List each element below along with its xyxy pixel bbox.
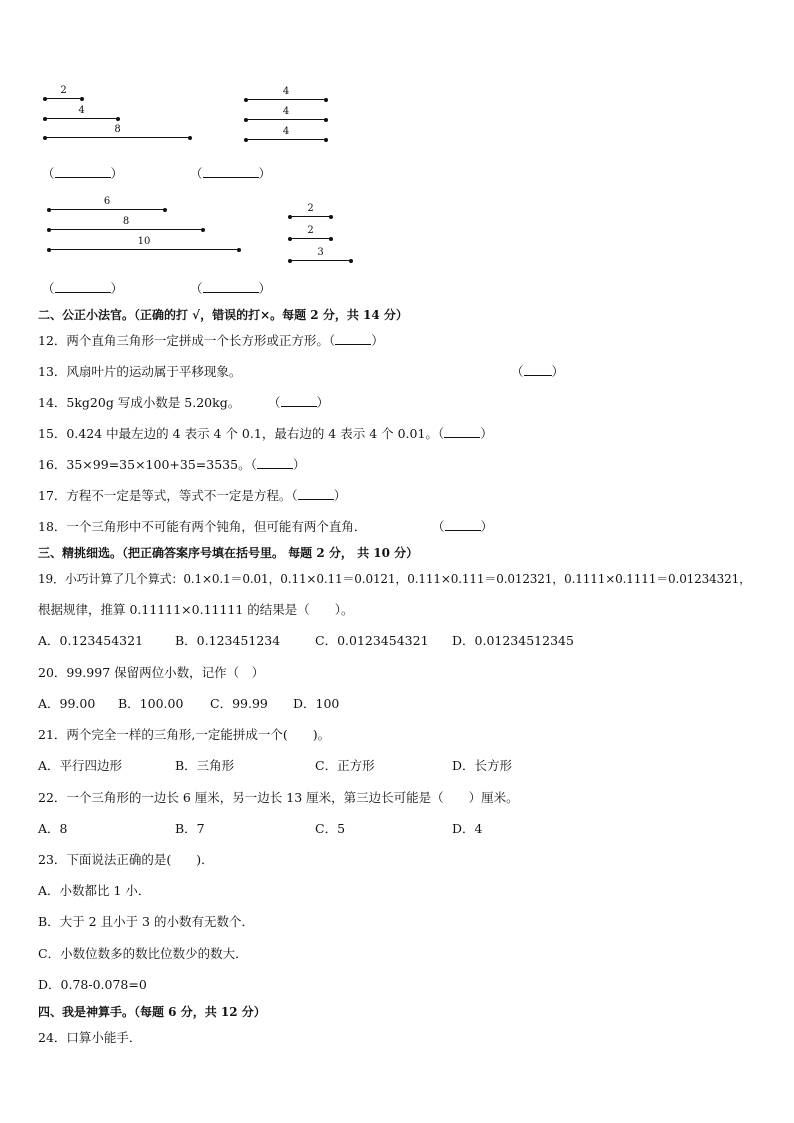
segment-label: 2: [60, 85, 67, 96]
answer-blank[interactable]: （ ）: [291, 488, 347, 503]
option-b[interactable]: B．100.00: [118, 696, 184, 711]
question-21: 21．两个完全一样的三角形,一定能拼成一个( )。: [38, 727, 331, 742]
answer-blank[interactable]: （ ）: [328, 333, 384, 348]
answer-blank[interactable]: （ ）: [511, 364, 565, 379]
option-c[interactable]: C．小数位数多的数比位数少的数大．: [38, 946, 248, 961]
option-a[interactable]: A．0.123454321: [38, 633, 144, 648]
answer-blank[interactable]: （ ）: [437, 426, 493, 441]
question-20: 20．99.997 保留两位小数，记作（ ）: [38, 665, 265, 680]
option-d[interactable]: D．0.01234512345: [452, 633, 574, 648]
question-17: 17．方程不一定是等式，等式不一定是方程。（ ）: [38, 488, 347, 503]
question-18: 18．一个三角形中不可能有两个钝角，但可能有两个直角．: [38, 519, 367, 534]
answer-blank[interactable]: （ ）: [190, 281, 272, 296]
segment-label: 8: [114, 124, 121, 135]
segment-label: 4: [282, 106, 290, 117]
question-19-line-1: 19．小巧计算了几个算式：0.1×0.1＝0.01，0.11×0.11＝0.0121，0.111×0.111＝0.012321，0.1111×0.1111＝0.01234321，: [38, 572, 751, 586]
question-19-line-2: 根据规律，推算 0.11111×0.11111 的结果是（ ）。: [38, 602, 354, 617]
option-a[interactable]: A．99.00: [38, 696, 96, 711]
option-b[interactable]: B．7: [175, 821, 205, 836]
option-b[interactable]: B．大于 2 且小于 3 的小数有无数个．: [38, 914, 254, 929]
question-12: 12．两个直角三角形一定拼成一个长方形或正方形。（ ）: [38, 333, 384, 348]
segment-label: 8: [122, 216, 130, 227]
segment-label: 10: [137, 236, 151, 247]
answer-blank[interactable]: （ ）: [268, 395, 330, 410]
answer-blank[interactable]: （ ）: [190, 166, 272, 181]
option-c[interactable]: C．正方形: [315, 758, 375, 773]
option-a[interactable]: A．平行四边形: [38, 758, 123, 773]
segment-label: 4: [282, 86, 290, 97]
option-c[interactable]: C．99.99: [210, 696, 268, 711]
option-c[interactable]: C．0.0123454321: [315, 633, 429, 648]
segment: [290, 247, 351, 261]
question-23: 23．下面说法正确的是( )．: [38, 852, 214, 867]
answer-blank[interactable]: （ ）: [42, 281, 124, 296]
question-24: 24．口算小能手．: [38, 1030, 142, 1045]
question-22: 22．一个三角形的一边长 6 厘米，另一边长 13 厘米，第三边长可能是（ ）厘米。: [38, 790, 519, 805]
section-heading: 二、公正小法官。（正确的打 √，错误的打×。每题 2 分，共 14 分）: [38, 308, 408, 322]
section-heading: 三、精挑细选。（把正确答案序号填在括号里。 每题 2 分， 共 10 分）: [38, 546, 419, 560]
segment: [49, 196, 165, 210]
question-14: 14．5kg20g 写成小数是 5.20kg。: [38, 395, 241, 410]
option-a[interactable]: A．8: [38, 821, 68, 836]
answer-blank[interactable]: （ ）: [42, 166, 124, 181]
option-b[interactable]: B．0.123451234: [175, 633, 281, 648]
segment: [49, 216, 203, 230]
question-13: 13．风扇叶片的运动属于平移现象。: [38, 364, 242, 379]
option-d[interactable]: D．100: [293, 696, 340, 711]
segment: [49, 236, 239, 250]
option-d[interactable]: D．长方形: [452, 758, 513, 773]
segment: [290, 203, 331, 217]
answer-blank[interactable]: （ ）: [250, 457, 306, 472]
segment-label: 4: [78, 105, 85, 116]
option-c[interactable]: C．5: [315, 821, 346, 836]
segment-label: 2: [307, 203, 314, 214]
question-16: 16．35×99=35×100+35=3535。（ ）: [38, 457, 306, 472]
option-a[interactable]: A．小数都比 1 小．: [38, 883, 151, 898]
segment: [45, 85, 82, 99]
segment: [45, 124, 190, 138]
segment-label: 2: [307, 225, 314, 236]
segment: [290, 225, 331, 239]
segment: [246, 126, 326, 140]
option-b[interactable]: B．三角形: [175, 758, 235, 773]
option-d[interactable]: D．0.78-0.078=0: [38, 977, 147, 992]
segment: [246, 106, 326, 120]
question-15: 15．0.424 中最左边的 4 表示 4 个 0.1，最右边的 4 表示 4 个 0.01。（ ）: [38, 426, 493, 441]
segment-label: 3: [317, 247, 324, 258]
section-heading: 四、我是神算手。（每题 6 分，共 12 分）: [38, 1005, 266, 1019]
segment-label: 6: [103, 196, 111, 207]
segment-label: 4: [282, 126, 290, 137]
segment: [246, 86, 326, 100]
answer-blank[interactable]: （ ）: [432, 519, 494, 534]
option-d[interactable]: D．4: [452, 821, 483, 836]
segment: [45, 105, 118, 119]
